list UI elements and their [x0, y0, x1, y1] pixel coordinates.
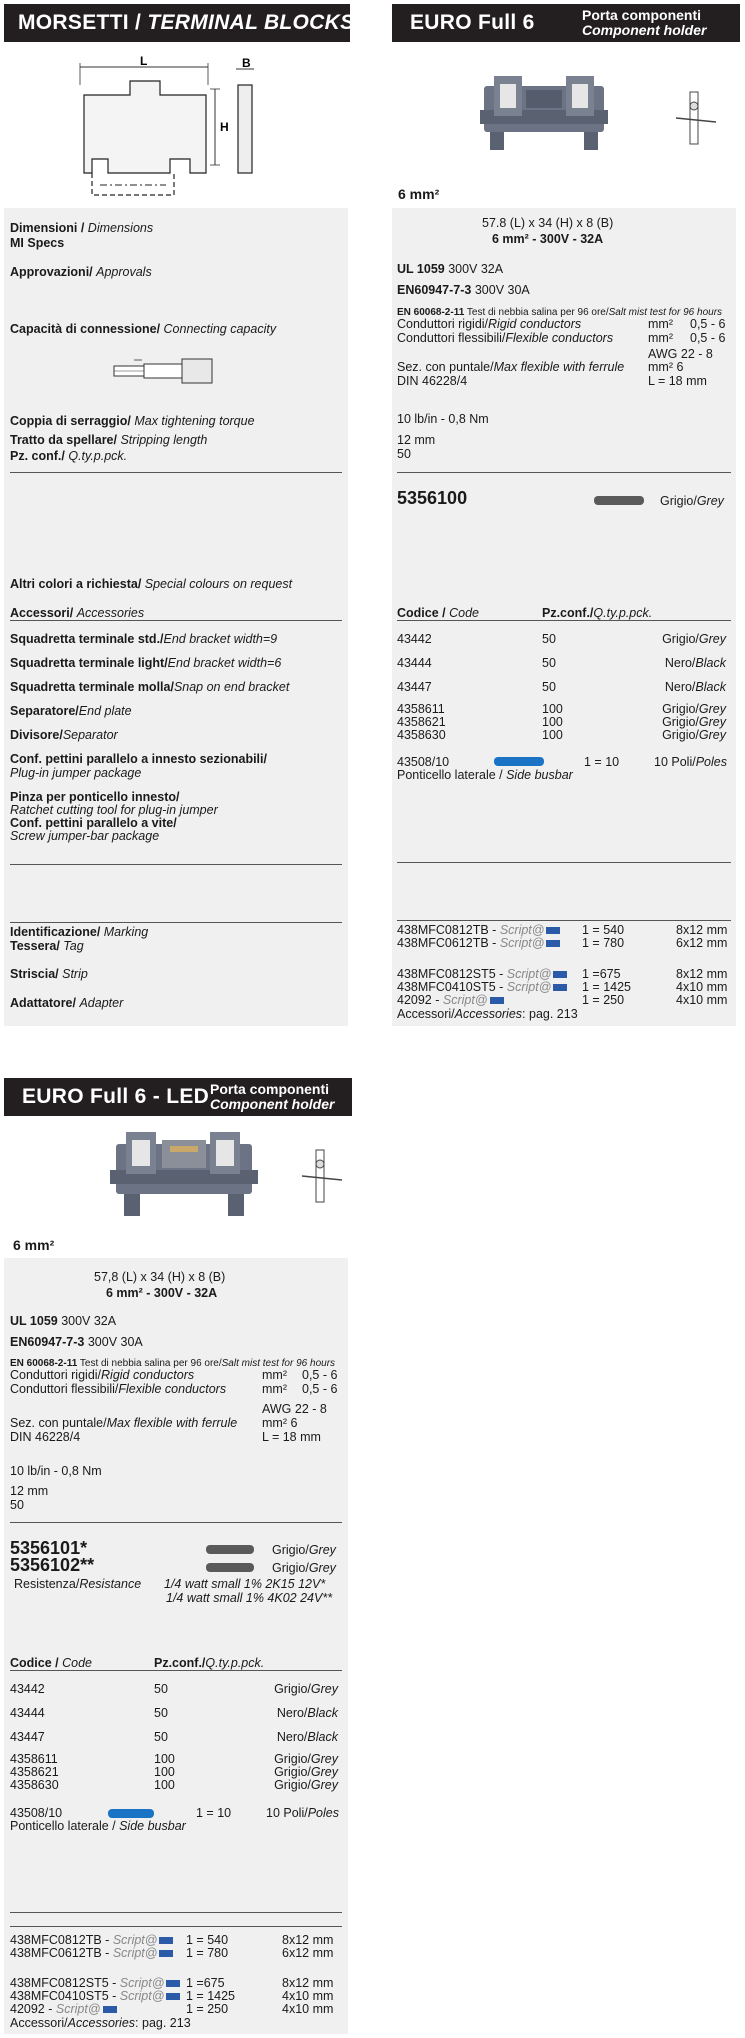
label-marking: Identificazione/ Marking [10, 925, 149, 939]
mark-size: 4x10 mm [282, 2002, 334, 2016]
jumper-poles: 10 Poli/Poles [654, 755, 727, 769]
mark-qty: 1 = 250 [582, 993, 625, 1007]
label-adapter: Adattatore/ Adapter [10, 996, 124, 1010]
mark-size: 6x12 mm [282, 1946, 334, 1960]
acc-color: Nero/Black [276, 1730, 338, 1744]
jumper-code: 43508/10 [397, 755, 450, 769]
acc-qty: 50 [542, 632, 556, 646]
label-acc-6: Conf. pettini parallelo a innesto sezionabili/ [10, 752, 267, 766]
label-tag: Tessera/ Tag [10, 939, 84, 953]
mark-code: 438MFC0410ST5 - Script@ [10, 1989, 180, 2003]
rigid-unit: mm² [648, 317, 673, 331]
product-code: 5356100 [397, 488, 468, 508]
ferrule-icon [112, 356, 222, 386]
label-acc-4: Separatore/End plate [10, 704, 132, 718]
flexible-conductors: Conduttori flessibili/Flexible conductors [397, 331, 614, 345]
acc-code: 43444 [10, 1706, 45, 1720]
script-logo: Script@ [506, 967, 552, 981]
accessories-footer: Accessori/Accessories: pag. 213 [397, 1007, 578, 1021]
mark-qty: 1 = 250 [186, 2002, 229, 2016]
acc-color: Grigio/Grey [274, 1682, 338, 1696]
product-photo-led [110, 1126, 260, 1226]
acc-code: 43447 [10, 1730, 45, 1744]
flex-unit: mm² [262, 1382, 287, 1396]
awg-value: AWG 22 - 8 [262, 1402, 327, 1416]
th-qty: Pz.conf./Q.ty.p.pck. [542, 606, 653, 620]
label-special-colours: Altri colori a richiesta/ Special colours on request [10, 577, 293, 591]
dimensions-value: 57.8 (L) x 34 (H) x 8 (B) [482, 216, 614, 230]
label-acc-1: Squadretta terminale std./End bracket width=9 [10, 632, 278, 646]
th-code: Codice / Code [397, 606, 479, 620]
mark-qty: 1 = 1425 [582, 980, 632, 994]
side-busbar: Ponticello laterale / Side busbar [10, 1819, 186, 1833]
torque-value: 10 lb/in - 0,8 Nm [10, 1464, 102, 1478]
acc-qty: 50 [154, 1682, 168, 1696]
mark-code: 438MFC0812TB - Script@ [10, 1933, 173, 1947]
script-logo-icon [546, 940, 560, 947]
ferrule-value: mm² 6 [648, 360, 684, 374]
script-logo: Script@ [442, 993, 488, 1007]
acc-qty: 100 [154, 1778, 175, 1792]
script-logo: Script@ [119, 1989, 165, 2003]
color-swatch-blue [108, 1809, 154, 1818]
divider [10, 1912, 342, 1913]
resistance-label: Resistenza/Resistance [14, 1577, 142, 1591]
product-color-1: Grigio/Grey [272, 1543, 336, 1557]
ferrule-spec: Sez. con puntale/Max flexible with ferrule [10, 1416, 238, 1430]
label-acc-3: Squadretta terminale molla/Snap on end bracket [10, 680, 290, 694]
product-title: EURO Full 6 [410, 11, 535, 34]
mark-code: 42092 - Script@ [10, 2002, 117, 2016]
acc-code: 4358611 [10, 1752, 58, 1766]
mark-qty: 1 = 780 [582, 936, 625, 950]
mark-size: 4x10 mm [676, 993, 728, 1007]
acc-qty: 50 [542, 656, 556, 670]
label-mi-specs: MI Specs [10, 236, 65, 250]
torque-value: 10 lb/in - 0,8 Nm [397, 412, 489, 426]
script-logo: Script@ [112, 1933, 158, 1947]
acc-color: Grigio/Grey [274, 1752, 338, 1766]
script-logo-icon [553, 971, 567, 978]
label-acc-7-en: Ratchet cutting tool for plug-in jumper [10, 803, 218, 817]
label-H: H [220, 120, 229, 134]
product-subtitle: Porta componenti Component holder [210, 1081, 335, 1112]
label-acc-8-en: Screw jumper-bar package [10, 829, 160, 843]
stripping-value: 12 mm [10, 1484, 49, 1498]
acc-code: 43442 [10, 1682, 45, 1696]
acc-color: Nero/Black [276, 1706, 338, 1720]
label-stripping: Tratto da spellare/ Stripping length [10, 433, 208, 447]
mark-size: 4x10 mm [282, 1989, 334, 2003]
acc-color: Grigio/Grey [274, 1765, 338, 1779]
acc-code: 43447 [397, 680, 432, 694]
acc-code: 4358621 [10, 1765, 59, 1779]
acc-color: Grigio/Grey [662, 702, 726, 716]
script-logo-icon [490, 997, 504, 1004]
acc-code: 43444 [397, 656, 432, 670]
divider [10, 1522, 342, 1523]
label-acc-5: Divisore/Separator [10, 728, 118, 742]
section-title: MORSETTI / TERMINAL BLOCKS [18, 11, 355, 34]
color-swatch-grey [594, 496, 644, 505]
side-view-icon [298, 1146, 348, 1206]
side-view-icon [672, 88, 722, 148]
conductor-size: 6 mm² [398, 186, 440, 202]
script-logo-icon [159, 1937, 173, 1944]
product-color: Grigio/Grey [660, 494, 724, 508]
script-logo-icon [103, 2006, 117, 2013]
flex-value: 0,5 - 6 [302, 1382, 338, 1396]
label-acc-6-en: Plug-in jumper package [10, 766, 142, 780]
mark-qty: 1 =675 [186, 1976, 225, 1990]
product-code-1: 5356101* [10, 1538, 88, 1558]
divider [10, 1926, 342, 1927]
mark-size: 8x12 mm [282, 1976, 334, 1990]
mark-code: 438MFC0812ST5 - Script@ [10, 1976, 180, 1990]
mark-code: 42092 - Script@ [397, 993, 504, 1007]
script-logo: Script@ [499, 936, 545, 950]
label-acc-2: Squadretta terminale light/End bracket width=6 [10, 656, 282, 670]
divider [10, 864, 342, 865]
mark-qty: 1 = 540 [186, 1933, 229, 1947]
mark-code: 438MFC0612TB - Script@ [10, 1946, 173, 1960]
rigid-unit: mm² [262, 1368, 287, 1382]
mark-qty: 1 =675 [582, 967, 621, 981]
flex-value: 0,5 - 6 [690, 331, 726, 345]
side-busbar: Ponticello laterale / Side busbar [397, 768, 573, 782]
acc-qty: 100 [154, 1765, 175, 1779]
label-B: B [242, 56, 251, 70]
label-approvals: Approvazioni/ Approvals [10, 265, 152, 279]
mark-size: 6x12 mm [676, 936, 728, 950]
divider [10, 922, 342, 923]
label-torque: Coppia di serraggio/ Max tightening torque [10, 414, 255, 428]
label-L: L [140, 55, 148, 68]
flexible-conductors: Conduttori flessibili/Flexible conductors [10, 1382, 227, 1396]
acc-code: 43442 [397, 632, 432, 646]
rating-value: 6 mm² - 300V - 32A [106, 1286, 218, 1300]
din-spec: DIN 46228/4 [397, 374, 468, 388]
jumper-poles: 10 Poli/Poles [266, 1806, 339, 1820]
approval-en: EN60947-7-3 300V 30A [10, 1335, 143, 1349]
script-logo-icon [159, 1950, 173, 1957]
product-photo [480, 70, 610, 160]
divider [397, 920, 731, 921]
color-swatch-grey [206, 1563, 254, 1572]
divider [397, 472, 731, 473]
acc-color: Grigio/Grey [274, 1778, 338, 1792]
acc-code: 4358621 [397, 715, 446, 729]
acc-color: Grigio/Grey [662, 728, 726, 742]
color-swatch-grey [206, 1545, 254, 1554]
divider [10, 472, 342, 473]
label-accessories: Accessori/ Accessories [10, 606, 145, 620]
acc-code: 4358630 [10, 1778, 59, 1792]
mark-size: 8x12 mm [282, 1933, 334, 1947]
acc-qty: 50 [154, 1706, 168, 1720]
resistance-value-1: 1/4 watt small 1% 2K15 12V* [164, 1577, 326, 1591]
stripping-value: 12 mm [397, 433, 436, 447]
acc-color: Nero/Black [664, 656, 726, 670]
dimension-drawing [70, 55, 270, 205]
accessories-footer: Accessori/Accessories: pag. 213 [10, 2016, 191, 2030]
mark-qty: 1 = 1425 [186, 1989, 236, 2003]
rigid-value: 0,5 - 6 [690, 317, 726, 331]
acc-color: Grigio/Grey [662, 632, 726, 646]
din-length: L = 18 mm [262, 1430, 321, 1444]
acc-code: 4358630 [397, 728, 446, 742]
product-title: EURO Full 6 - LED [22, 1085, 210, 1108]
label-dimensions: Dimensioni / Dimensions [10, 221, 154, 235]
acc-qty: 50 [154, 1730, 168, 1744]
mark-qty: 1 = 540 [582, 923, 625, 937]
divider [397, 862, 731, 863]
label-capacity: Capacità di connessione/ Connecting capacity [10, 322, 277, 336]
qty-value: 50 [10, 1498, 24, 1512]
script-logo-icon [553, 984, 567, 991]
approval-ul: UL 1059 300V 32A [397, 262, 504, 276]
mark-size: 8x12 mm [676, 967, 728, 981]
script-logo-icon [166, 1993, 180, 2000]
ferrule-value: mm² 6 [262, 1416, 298, 1430]
acc-qty: 100 [542, 715, 563, 729]
acc-qty: 50 [542, 680, 556, 694]
label-qty: Pz. conf./ Q.ty.p.pck. [10, 449, 128, 463]
label-acc-8: Conf. pettini parallelo a vite/ [10, 816, 177, 830]
acc-qty: 100 [542, 702, 563, 716]
rating-value: 6 mm² - 300V - 32A [492, 232, 604, 246]
mark-size: 4x10 mm [676, 980, 728, 994]
jumper-qty: 1 = 10 [196, 1806, 232, 1820]
label-strip: Striscia/ Strip [10, 967, 88, 981]
dimensions-value: 57,8 (L) x 34 (H) x 8 (B) [94, 1270, 226, 1284]
mark-qty: 1 = 780 [186, 1946, 229, 1960]
label-acc-7: Pinza per ponticello innesto/ [10, 790, 180, 804]
product-subtitle: Porta componenti Component holder [582, 7, 707, 38]
script-logo: Script@ [506, 980, 552, 994]
section-header-terminal-blocks [4, 4, 355, 42]
mark-code: 438MFC0812ST5 - Script@ [397, 967, 567, 981]
script-logo: Script@ [112, 1946, 158, 1960]
resistance-value-2: 1/4 watt small 1% 4K02 24V** [166, 1591, 333, 1605]
rigid-value: 0,5 - 6 [302, 1368, 338, 1382]
acc-qty: 100 [154, 1752, 175, 1766]
th-code: Codice / Code [10, 1656, 92, 1670]
mark-size: 8x12 mm [676, 923, 728, 937]
flex-unit: mm² [648, 331, 673, 345]
product-code-2: 5356102** [10, 1555, 95, 1575]
din-length: L = 18 mm [648, 374, 707, 388]
script-logo: Script@ [55, 2002, 101, 2016]
salt-test: EN 60068-2-11 Test di nebbia salina per 96 ore/Salt mist test for 96 hours [397, 307, 723, 318]
ferrule-spec: Sez. con puntale/Max flexible with ferrule [397, 360, 625, 374]
script-logo-icon [546, 927, 560, 934]
divider [10, 1670, 342, 1671]
approval-ul: UL 1059 300V 32A [10, 1314, 117, 1328]
salt-test: EN 60068-2-11 Test di nebbia salina per 96 ore/Salt mist test for 96 hours [10, 1358, 336, 1369]
qty-value: 50 [397, 447, 411, 461]
rigid-conductors: Conduttori rigidi/Rigid conductors [10, 1368, 195, 1382]
script-logo: Script@ [499, 923, 545, 937]
acc-code: 4358611 [397, 702, 445, 716]
divider [10, 620, 342, 621]
acc-color: Grigio/Grey [662, 715, 726, 729]
approval-en: EN60947-7-3 300V 30A [397, 283, 530, 297]
acc-color: Nero/Black [664, 680, 726, 694]
conductor-size: 6 mm² [13, 1237, 55, 1253]
script-logo-icon [166, 1980, 180, 1987]
rigid-conductors: Conduttori rigidi/Rigid conductors [397, 317, 582, 331]
script-logo: Script@ [119, 1976, 165, 1990]
jumper-qty: 1 = 10 [584, 755, 620, 769]
product-color-2: Grigio/Grey [272, 1561, 336, 1575]
jumper-code: 43508/10 [10, 1806, 63, 1820]
acc-qty: 100 [542, 728, 563, 742]
product-header-euro-full-6-led [4, 1078, 352, 1116]
product-header-euro-full-6 [392, 4, 740, 42]
color-swatch-blue [494, 757, 544, 766]
mark-code: 438MFC0612TB - Script@ [397, 936, 560, 950]
awg-value: AWG 22 - 8 [648, 347, 713, 361]
mark-code: 438MFC0410ST5 - Script@ [397, 980, 567, 994]
din-spec: DIN 46228/4 [10, 1430, 81, 1444]
mark-code: 438MFC0812TB - Script@ [397, 923, 560, 937]
th-qty: Pz.conf./Q.ty.p.pck. [154, 1656, 265, 1670]
divider [397, 620, 731, 621]
